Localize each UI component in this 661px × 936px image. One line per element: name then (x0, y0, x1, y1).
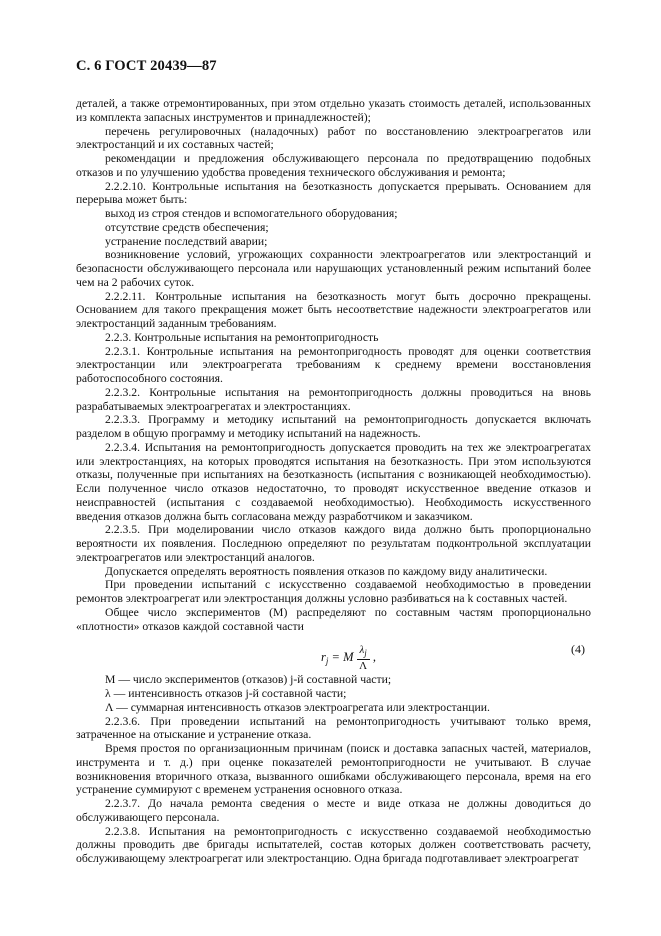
paragraph: Допускается определять вероятность появления отказов по каждому виду аналитически. (105, 564, 548, 578)
formula-fraction: $\frac{\lambda_j}{\Lambda}$ (357, 644, 370, 672)
formula-expression: $r_j = M$ $\frac{\lambda_j}{\Lambda}$ , (321, 644, 377, 673)
paragraph: деталей, а также отремонтированных, при этом отдельно указать стоимость деталей, использованных из комплекта запасных инструментов и принадлежностей); (76, 97, 591, 124)
definition-item: M — число экспериментов (отказов) j-й составной части; (105, 673, 392, 687)
paragraph: 2.2.3.7. До начала ремонта сведения о месте и виде отказа не должны доводиться до обслуживающего персонала. (76, 797, 591, 824)
paragraph: отсутствие средств обеспечения; (105, 220, 269, 234)
formula-number: (4) (571, 642, 585, 657)
paragraph: 2.2.3.1. Контрольные испытания на ремонтопригодность проводят для оценки соответствия электростанции или электроагрегата требованиям к среднему времени восстановления работоспособного состояния. (76, 344, 591, 385)
definition-item: Λ — суммарная интенсивность отказов электроагрегата или электростанции. (105, 700, 490, 714)
paragraph: 2.2.3.4. Испытания на ремонтопригодность допускается проводить на тех же электроагрегатах или электростанциях, на которых проводятся испытания на безотказность. При этом используются отказы, полученные при испытаниях на безотказность (испытания с возникающей необходимостью). Если полученное число отказов недостаточно, то проводят искусственное введение отказов и неисправностей (испытания с создаваемой необходимостью). Необходимость искусственного введения отказов должна быть согласована между разработчиком и заказчиком. (76, 440, 591, 523)
section-heading: 2.2.3. Контрольные испытания на ремонтопригодность (105, 330, 379, 344)
paragraph: устранение последствий аварии; (105, 234, 268, 248)
paragraph: 2.2.3.8. Испытания на ремонтопригодность с искусственно создаваемой необходимостью должны проводить две бригады испытателей, состав которых должен соответствовать расчету, обслуживающему электроагрегат или электростанцию. Одна бригада подготавливает электроагрегат (76, 824, 591, 865)
paragraph: 2.2.2.10. Контрольные испытания на безотказность допускается прерывать. Основанием для перерыва может быть: (76, 179, 591, 207)
paragraph: рекомендации и предложения обслуживающего персонала по предотвращению подобных отказов и по улучшению удобства проведения технического обслуживания и ремонта; (76, 152, 591, 179)
paragraph: Время простоя по организационным причинам (поиск и доставка запасных частей, материалов, инструмента и т. д.) при оценке показателей ремонтопригодности не учитывают. В случае возникновения вторичного отказа, вызванного ошибками обслуживающего персонала, время на его устранение суммируют с временем устранения основного отказа. (76, 742, 591, 797)
paragraph: 2.2.2.11. Контрольные испытания на безотказность могут быть досрочно прекращены. Основанием для такого прекращения может быть несоответствие надежности электроагрегатов или электростанций заданным требованиям. (76, 289, 591, 330)
paragraph: перечень регулировочных (наладочных) работ по восстановлению электроагрегатов или электростанций и их составных частей; (76, 124, 591, 152)
paragraph: 2.2.3.5. При моделировании число отказов каждого вида должно быть пропорционально вероятности их появления. Последнюю определяют по результатам подконтрольной эксплуатации электроагрегатов или электростанций аналогов. (76, 523, 591, 564)
paragraph: 2.2.3.2. Контрольные испытания на ремонтопригодность должны проводиться на вновь разрабатываемых электроагрегатах и электростанциях. (76, 385, 591, 413)
paragraph: 2.2.3.6. При проведении испытаний на ремонтопригодность учитывают только время, затраченное на отыскание и устранение отказа. (76, 714, 591, 742)
paragraph: 2.2.3.3. Программу и методику испытаний на ремонтопригодность допускается включать разделом в общую программу и методику испытаний на надежность. (76, 413, 591, 440)
page-header: С. 6 ГОСТ 20439—87 (76, 58, 217, 74)
paragraph: возникновение условий, угрожающих сохранности электроагрегатов или электростанций и безопасности обслуживающего персонала или нарушающих установленный режим испытаний более чем на 2 рабочих суток. (76, 248, 591, 289)
formula-4 (76, 633, 591, 673)
paragraph: Общее число экспериментов (М) распределяют по составным частям пропорционально «плотности» отказов каждой составной части (76, 605, 591, 633)
paragraph: При проведении испытаний с искусственно создаваемой необходимостью в проведении ремонтов электроагрегат или электростанция должны условно разбиваться на k составных частей. (76, 578, 591, 605)
paragraph: выход из строя стендов и вспомогательного оборудования; (105, 207, 398, 220)
definition-item: λ — интенсивность отказов j-й составной части; (105, 687, 347, 700)
document-body (76, 97, 591, 866)
